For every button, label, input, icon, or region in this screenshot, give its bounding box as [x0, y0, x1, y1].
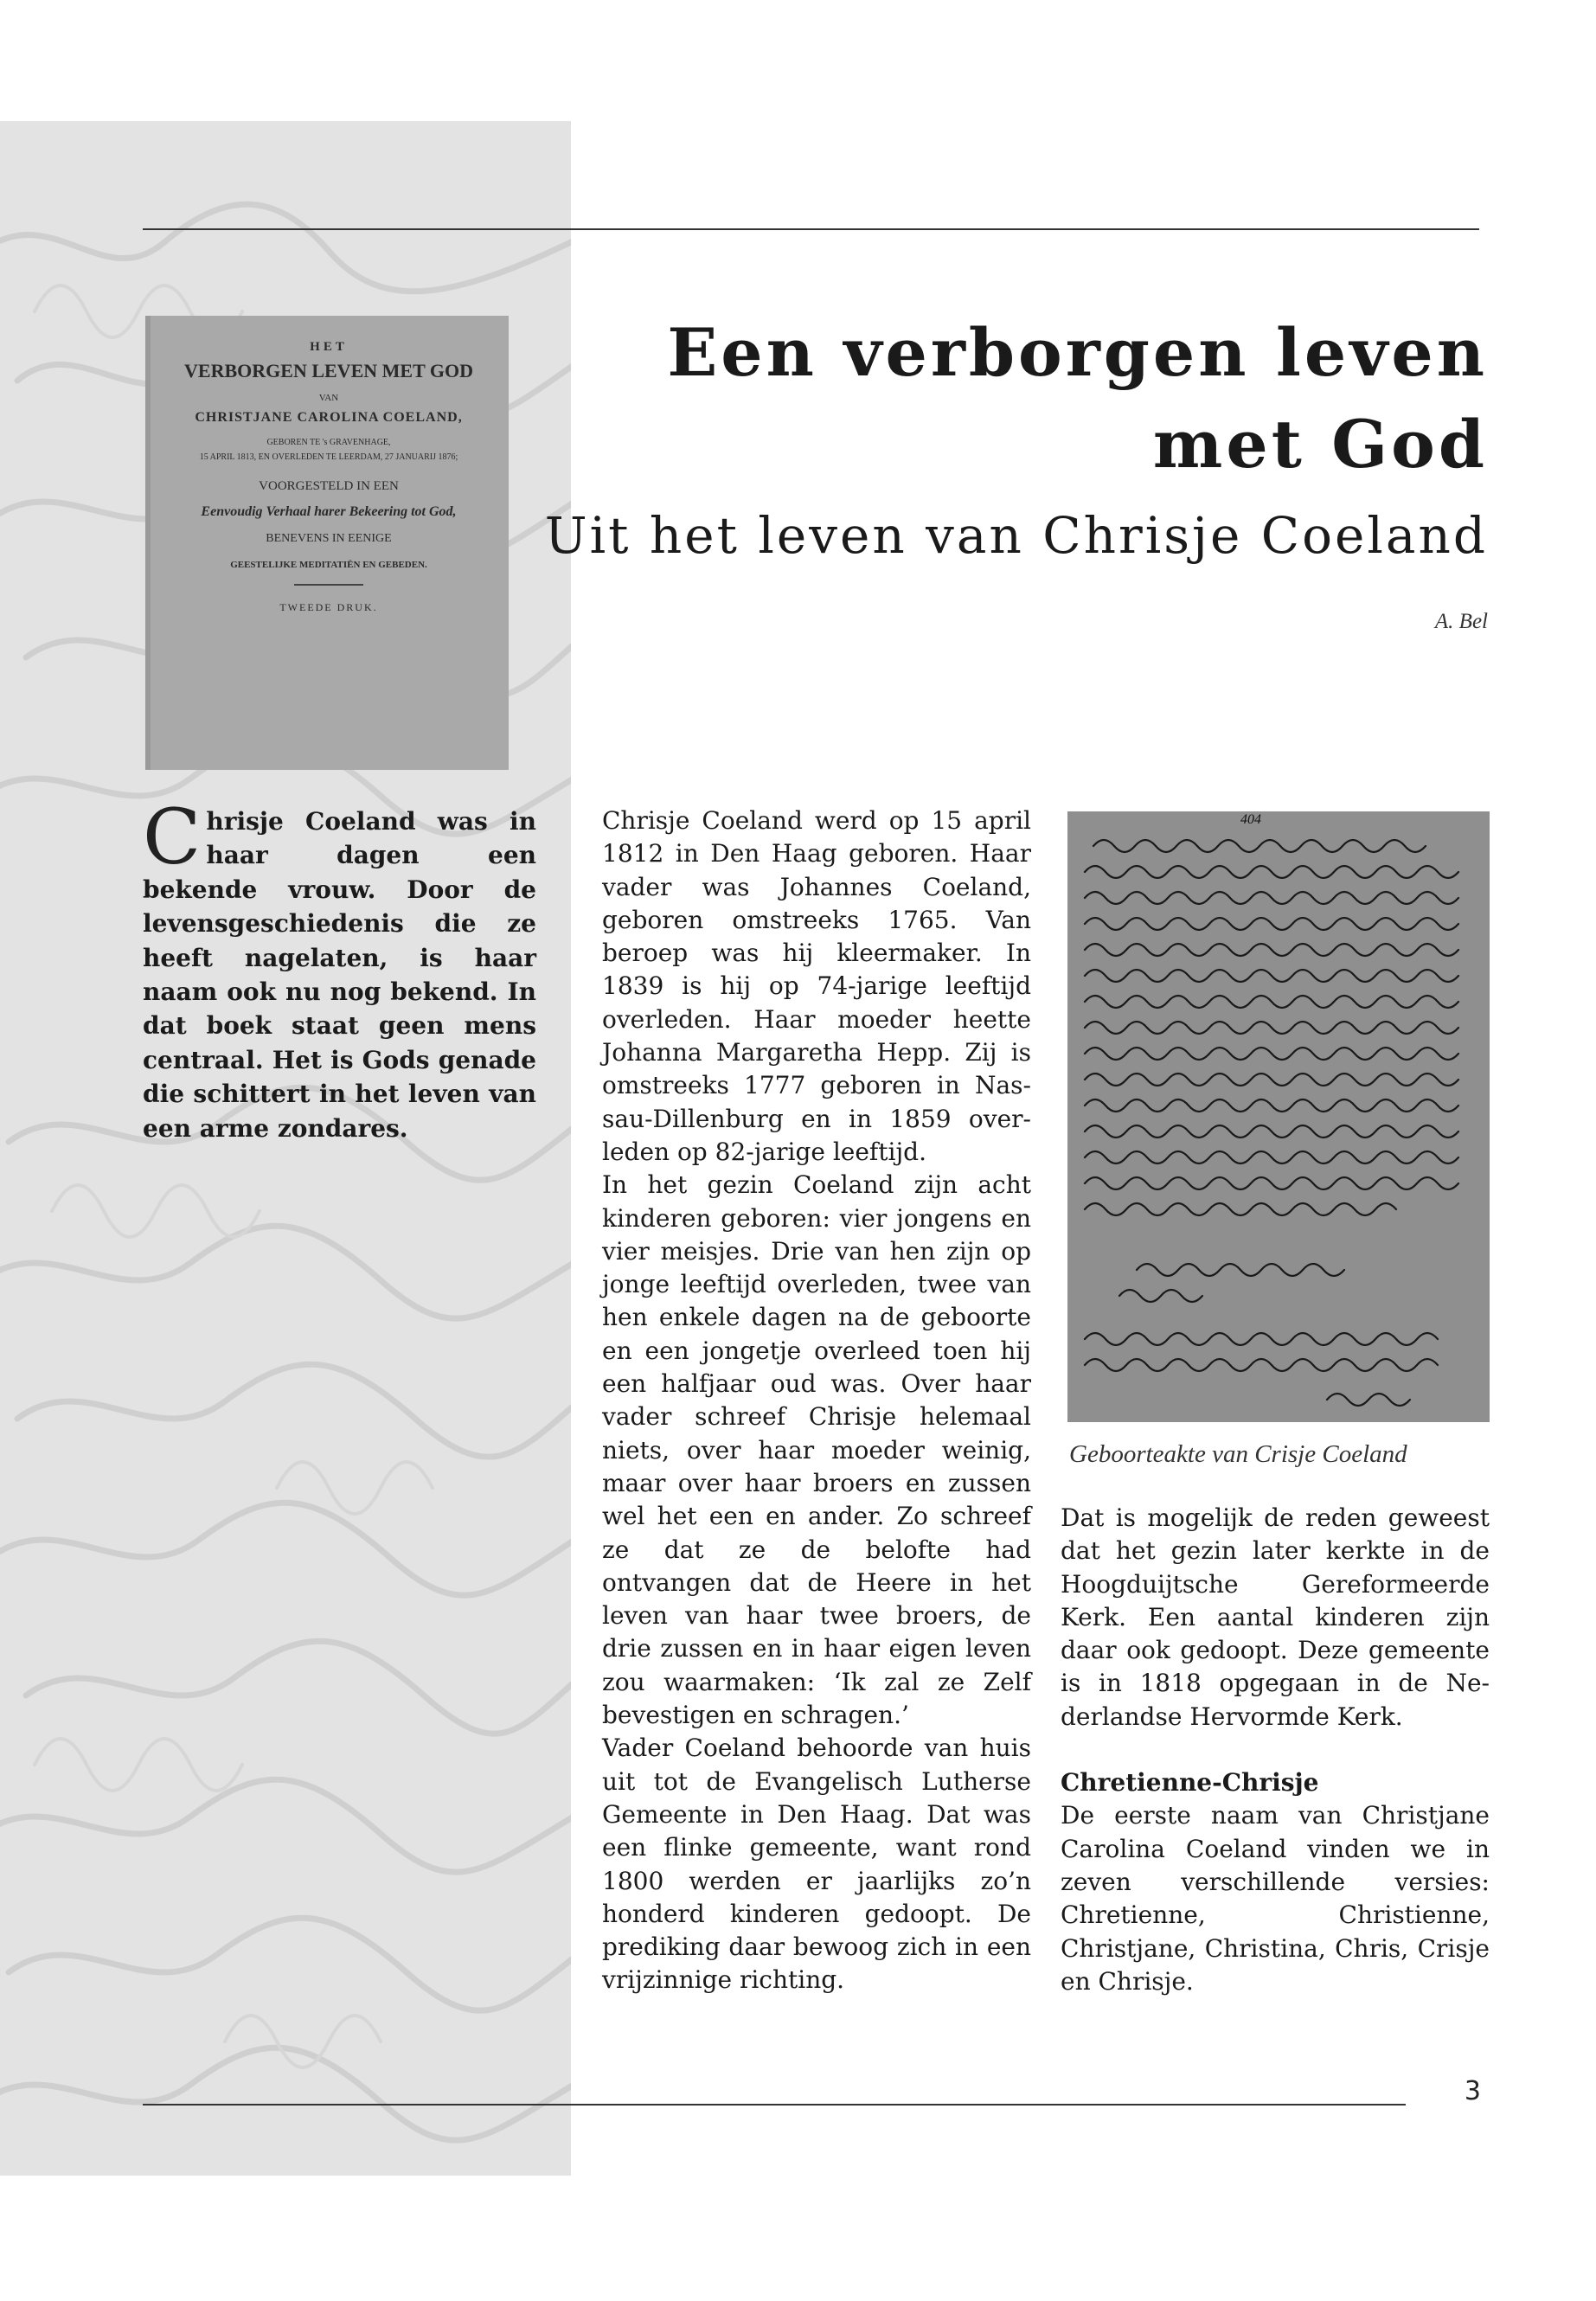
title-line-2: met God	[1152, 406, 1488, 483]
page-number: 3	[1464, 2076, 1481, 2106]
cover-divider	[294, 584, 363, 586]
paragraph: Vader Coeland behoorde van huis uit tot de Evangelisch Lutherse Gemeente in Den Haag. Dat was een flinke gemeente, want rond 1800 werden er jaarlijks zo’n honderd kinderen gedoopt. De prediking daar bewoog zich in een vrijzinnige richting.	[602, 1734, 1031, 1995]
cover-line: Eenvoudig Verhaal harer Bekeering tot God,	[201, 504, 457, 519]
paragraph: De eerste naam van Christjane Carolina Coeland vinden we in zeven verschillende versies: Chretienne, Christienne, Christjane, Christina, Chris, Crisje en Chrisje.	[1061, 1801, 1490, 1996]
bottom-rule	[143, 2104, 1406, 2106]
intro-text: hrisje Coeland was in haar dagen een bekende vrouw. Door de levensgeschiedenis die ze heeft nagelaten, is haar naam ook nu nog bekend. In dat boek staat geen mens centraal. Het is Gods genade die schittert in het leven van een arme zondares.	[143, 807, 536, 1143]
cover-line: GEBOREN TE 's GRAVENHAGE,	[266, 438, 391, 447]
paragraph: In het gezin Coeland zijn acht kinderen geboren: vier jongens en vier meisjes. Drie van hen zijn op jonge leeftijd overleden, twee van hen enkele dagen na de geboorte en een jongetje overleed toen hij een halfjaar oud was. Over haar vader schreef Chrisje helemaal niets, over haar moeder weinig, maar over haar broers en zussen wel het een en ander. Zo schreef ze dat ze de belofte had ontvangen dat de Heere in het leven van haar twee broers, de drie zussen en in haar eigen leven zou waarmaken: ‘Ik zal ze Zelf bevestigen en schragen.’	[602, 1170, 1031, 1730]
paragraph: Dat is mogelijk de reden geweest dat het gezin later kerkte in de Hoogduijtsche Gereformeerde Kerk. Een aantal kinderen zijn daar ook gedoopt. Deze gemeente is in 1818 opgegaan in de Nederlandse Hervormde Kerk.	[1061, 1503, 1490, 1731]
body-column-3	[1061, 1502, 1490, 1998]
birth-certificate-image	[1067, 811, 1490, 1422]
article-subtitle: Uit het leven van Chrisje Coeland	[544, 506, 1488, 565]
cover-line: CHRISTJANE CAROLINA COELAND,	[195, 410, 463, 425]
cover-line: VAN	[318, 393, 339, 403]
cover-line: HET	[310, 340, 348, 354]
certificate-number: 404	[1240, 812, 1261, 827]
cover-line: 15 APRIL 1813, EN OVERLEDEN TE LEERDAM, 27 JANUARIJ 1876;	[199, 452, 458, 462]
figure-caption: Geboorteakte van Crisje Coeland	[1069, 1440, 1407, 1468]
title-line-1: Een verborgen leven	[667, 314, 1488, 391]
paragraph: Chrisje Coeland werd op 15 april 1812 in Den Haag geboren. Haar vader was Johannes Coeland, geboren omstreeks 1765. Van beroep was hij kleermaker. In 1839 is hij op 74-jarige leeftijd overleden. Haar moeder heette Johanna Margaretha Hepp. Zij is omstreeks 1777 geboren in Nassau-Dillenburg en in 1859 overleden op 82-jarige leeftijd.	[602, 806, 1031, 1166]
cover-line: BENEVENS IN EENIGE	[266, 532, 392, 545]
author-byline: A. Bel	[1434, 610, 1488, 633]
cover-line: TWEEDE DRUK.	[279, 601, 378, 613]
top-rule	[143, 228, 1479, 230]
intro-paragraph	[143, 792, 536, 1145]
drop-cap: C	[143, 792, 202, 881]
section-heading: Chretienne-Chrisje	[1061, 1768, 1319, 1798]
cover-line: VOORGESTELD IN EEN	[259, 479, 399, 493]
handwritten-document	[1067, 811, 1490, 1422]
book-cover-image	[145, 316, 509, 770]
article-title	[536, 307, 1488, 490]
body-column-2	[602, 804, 1031, 1997]
cover-line: VERBORGEN LEVEN MET GOD	[184, 360, 473, 381]
cover-line: GEESTELIJKE MEDITATIËN EN GEBEDEN.	[230, 560, 427, 570]
